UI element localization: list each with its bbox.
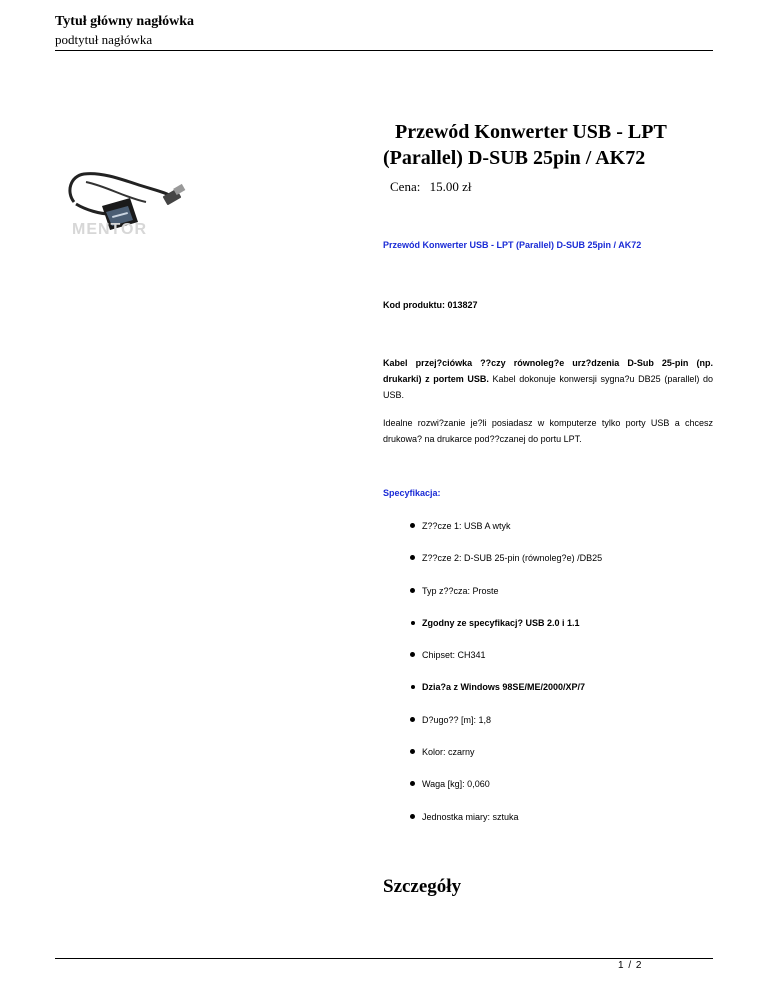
price-value: 15.00 zł (429, 179, 472, 194)
specs-list (410, 518, 602, 841)
bullet-icon (410, 717, 415, 722)
product-code: Kod produktu: 013827 (383, 300, 478, 310)
page-number: 1 / 2 (618, 960, 643, 971)
bullet-icon (411, 621, 415, 625)
price-label: Cena: (390, 179, 421, 194)
bullet-icon (410, 523, 415, 528)
spec-item: Jednostka miary: sztuka (410, 809, 602, 841)
usb-to-lpt-cable-image (66, 162, 186, 242)
description-paragraph-1 (383, 355, 713, 403)
bullet-icon (410, 749, 415, 754)
header-title: Tytuł główny nagłówka (55, 14, 194, 29)
bullet-icon (411, 685, 415, 689)
details-heading: Szczegóły (383, 876, 462, 897)
header-subtitle: podtytuł nagłówka (55, 32, 153, 47)
bullet-icon (410, 555, 415, 560)
bullet-icon (410, 781, 415, 786)
spec-item: Z??cze 1: USB A wtyk (410, 518, 602, 550)
product-title-line1: Przewód Konwerter USB - LPT (395, 121, 667, 143)
header-divider (55, 50, 713, 51)
spec-item: Typ z??cza: Proste (410, 583, 602, 615)
bullet-icon (410, 652, 415, 657)
spec-item: Chipset: CH341 (410, 647, 602, 679)
spec-item: Dzia?a z Windows 98SE/ME/2000/XP/7 (410, 679, 602, 711)
watermark-logo: MENTOR (72, 221, 148, 238)
bullet-icon (410, 814, 415, 819)
spec-item: D?ugo?? [m]: 1,8 (410, 712, 602, 744)
bullet-icon (410, 588, 415, 593)
footer-divider (55, 958, 713, 959)
description-paragraph-2: Idealne rozwi?zanie je?li posiadasz w komputerze tylko porty USB a chcesz drukowa? na drukarce pod??czanej do portu LPT. (383, 418, 713, 444)
specs-heading: Specyfikacja: (383, 488, 441, 498)
spec-item: Kolor: czarny (410, 744, 602, 776)
spec-item: Zgodny ze specyfikacj? USB 2.0 i 1.1 (410, 615, 602, 647)
description-bold: Kabel przej?ciówka ??czy równoleg?e urz?dzenia D-Sub 25-pin (np. drukarki) z portem USB. (383, 358, 713, 384)
spec-item: Z??cze 2: D-SUB 25-pin (równoleg?e) /DB25 (410, 550, 602, 582)
product-price (390, 179, 471, 195)
product-title-line2: (Parallel) D-SUB 25pin / AK72 (383, 147, 646, 169)
product-link[interactable]: Przewód Konwerter USB - LPT (Parallel) D-SUB 25pin / AK72 (383, 240, 642, 250)
product-title (383, 119, 713, 171)
spec-item: Waga [kg]: 0,060 (410, 776, 602, 808)
description-rest: Kabel dokonuje konwersji sygna?u DB25 (parallel) do USB. (383, 374, 713, 400)
